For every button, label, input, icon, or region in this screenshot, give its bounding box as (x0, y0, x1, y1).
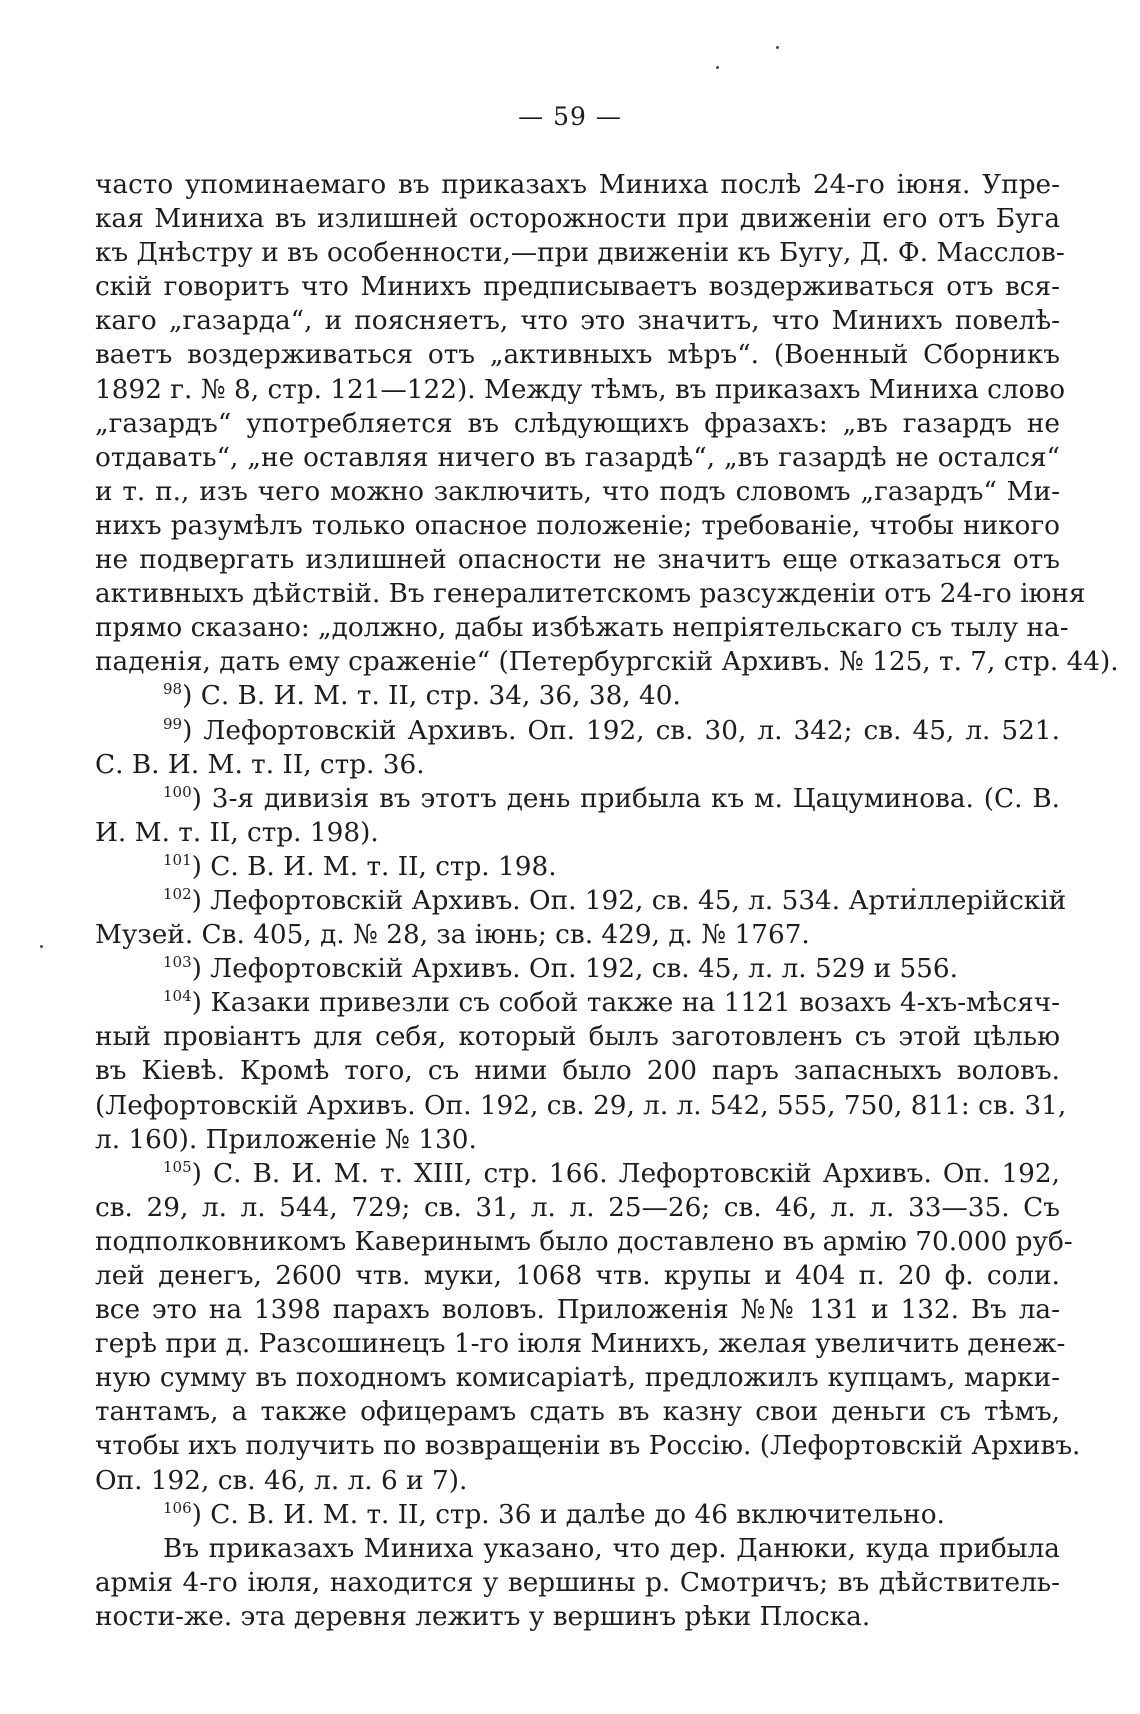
footnote-line: герѣ при д. Разсошинецъ 1-го іюля Минихъ, желая увеличить денеж- (95, 1329, 1066, 1360)
footnote-line: св. 29, л. л. 544, 729; св. 31, л. л. 25—26; св. 46, л. л. 33—35. Съ (95, 1192, 1060, 1223)
paragraph-line: часто упоминаемаго въ приказахъ Миниха послѣ 24-го іюня. Упре- (95, 170, 1060, 200)
paragraph-line: къ Днѣстру и въ особенности,—при движеніи къ Бугу, Д. Ф. Масслов- (95, 238, 1065, 269)
footnote-line: ную сумму въ походномъ комисаріатѣ, предложилъ купцамъ, марки- (95, 1363, 1060, 1394)
footnote-98: $^{98}$) С. В. И. М. т. II, стр. 34, 36, 38, 40. (163, 680, 681, 712)
footnote-text: Лефортовскій Архивъ. Оп. 192, св. 30, л. 342; св. 45, л. 521. (203, 715, 1060, 746)
footnote-line: Музей. Св. 405, д. № 28, за іюнь; св. 429, д. № 1767. (95, 920, 810, 951)
paragraph-line: активныхъ дѣйствій. Въ генералитетскомъ разсужденіи отъ 24-го іюня (95, 579, 1086, 610)
footnote-text: С. В. И. М. т. XIII, стр. 166. Лефортовскій Архивъ. Оп. 192, (213, 1158, 1060, 1189)
paragraph-line: 1892 г. № 8, стр. 121—122). Между тѣмъ, въ приказахъ Миниха слово (95, 374, 1066, 405)
footnote-line: подполковникомъ Каверинымъ было доставлено въ армію 70.000 руб- (95, 1226, 1073, 1257)
closing-line: ности-же. эта деревня лежитъ у вершинъ рѣки Плоска. (95, 1601, 871, 1632)
footnote-number: 98 (163, 680, 183, 699)
scan-speck (40, 945, 43, 948)
footnote-line: И. М. т. II, стр. 198). (95, 817, 379, 848)
footnote-99: $^{99}$) Лефортовскій Архивъ. Оп. 192, св. 30, л. 342; св. 45, л. 521. (163, 714, 1060, 746)
scan-speck (776, 46, 779, 49)
footnote-line: въ Кіевѣ. Кромѣ того, съ ними было 200 паръ запасныхъ воловъ. (95, 1056, 1060, 1087)
paragraph-line: не подвергать излишней опасности не значитъ еще отказаться отъ (95, 545, 1060, 576)
footnote-102: $^{102}$) Лефортовскій Архивъ. Оп. 192, св. 45, л. 534. Артиллерійскій (163, 884, 1067, 916)
footnote-number: 101 (163, 850, 192, 869)
footnote-number: 104 (163, 987, 192, 1006)
footnote-line: л. 160). Приложеніе № 130. (95, 1124, 477, 1155)
paragraph-line: кая Миниха въ излишней осторожности при движеніи его отъ Буга (95, 204, 1060, 235)
footnote-line: (Лефортовскій Архивъ. Оп. 192, св. 29, л. л. 542, 555, 750, 811: св. 31, (95, 1090, 1067, 1121)
footnote-103: $^{103}$) Лефортовскій Архивъ. Оп. 192, св. 45, л. л. 529 и 556. (163, 953, 959, 985)
footnote-line: С. В. И. М. т. II, стр. 36. (95, 749, 425, 780)
footnote-line: Оп. 192, св. 46, л. л. 6 и 7). (95, 1465, 468, 1496)
paragraph-line: паденія, дать ему сраженіе“ (Петербургскій Архивъ. № 125, т. 7, стр. 44). (95, 647, 1119, 678)
footnote-text: С. В. И. М. т. II, стр. 198. (210, 851, 557, 882)
paragraph-line: и т. п., изъ чего можно заключить, что подъ словомъ „газардъ“ Ми- (95, 476, 1060, 507)
footnote-text: 3-я дивизія въ этотъ день прибыла къ м. Цацуминова. (С. В. (211, 783, 1061, 814)
footnote-number: 103 (163, 953, 192, 972)
paragraph-line: ваетъ воздерживаться отъ „активныхъ мѣръ“. (Военный Сборникъ (95, 340, 1060, 371)
footnote-text: Казаки привезли съ собой также на 1121 возахъ 4-хъ-мѣсяч- (210, 988, 1060, 1019)
footnote-number: 105 (163, 1157, 192, 1176)
paragraph-line: прямо сказано: „должно, дабы избѣжать непріятельскаго съ тылу на- (95, 613, 1069, 644)
footnote-line: лей денегъ, 2600 чтв. муки, 1068 чтв. крупы и 404 п. 20 ф. соли. (95, 1261, 1060, 1291)
footnote-text: С. В. И. М. т. II, стр. 34, 36, 38, 40. (200, 681, 681, 712)
page-number: — 59 — (518, 102, 622, 131)
paragraph-line: каго „газарда“, и поясняетъ, что это значитъ, что Минихъ повелѣ- (95, 306, 1060, 337)
footnote-105: $^{105}$) С. В. И. М. т. XIII, стр. 166. Лефортовскій Архивъ. Оп. 192, (163, 1157, 1060, 1189)
paragraph-line: нихъ разумѣлъ только опасное положеніе; требованіе, чтобы никого (95, 510, 1060, 541)
footnote-number: 99 (163, 714, 183, 733)
footnote-number: 102 (163, 884, 192, 903)
closing-line: Въ приказахъ Миниха указано, что дер. Данюки, куда прибыла (163, 1533, 1060, 1564)
footnote-100: $^{100}$) 3-я дивизія въ этотъ день прибыла къ м. Цацуминова. (С. В. (163, 782, 1061, 814)
footnote-number: 106 (163, 1498, 192, 1517)
closing-line: армія 4-го іюля, находится у вершины р. Смотричъ; въ дѣйствитель- (95, 1567, 1060, 1598)
paragraph-line: отдавать“, „не оставляя ничего въ газардѣ“, „въ газардѣ не остался“ (95, 442, 1060, 473)
footnote-106: $^{106}$) С. В. И. М. т. II, стр. 36 и далѣе до 46 включительно. (163, 1498, 945, 1530)
footnote-101: $^{101}$) С. В. И. М. т. II, стр. 198. (163, 850, 557, 882)
footnote-text: Лефортовскій Архивъ. Оп. 192, св. 45, л. 534. Артиллерійскій (210, 885, 1067, 916)
footnote-text: Лефортовскій Архивъ. Оп. 192, св. 45, л. л. 529 и 556. (210, 954, 959, 985)
footnote-104: $^{104}$) Казаки привезли съ собой также на 1121 возахъ 4-хъ-мѣсяч- (163, 987, 1060, 1019)
footnote-line: тантамъ, а также офицерамъ сдать въ казну свои деньги съ тѣмъ, (95, 1397, 1060, 1428)
scan-speck (716, 66, 719, 69)
footnote-line: чтобы ихъ получить по возвращеніи въ Россію. (Лефортовскій Архивъ. (95, 1431, 1081, 1462)
footnote-line: все это на 1398 парахъ воловъ. Приложенія №№ 131 и 132. Въ ла- (95, 1295, 1060, 1326)
footnote-number: 100 (163, 782, 192, 801)
paragraph-line: скій говоритъ что Минихъ предписываетъ воздерживаться отъ вся- (95, 272, 1060, 303)
footnote-line: ный провіантъ для себя, который былъ заготовленъ съ этой цѣлью (95, 1022, 1060, 1053)
footnote-text: С. В. И. М. т. II, стр. 36 и далѣе до 46 включительно. (210, 1499, 945, 1530)
text-body (95, 168, 1119, 1634)
paragraph-line: „газардъ“ употребляется въ слѣдующихъ фразахъ: „въ газардъ не (95, 408, 1060, 439)
